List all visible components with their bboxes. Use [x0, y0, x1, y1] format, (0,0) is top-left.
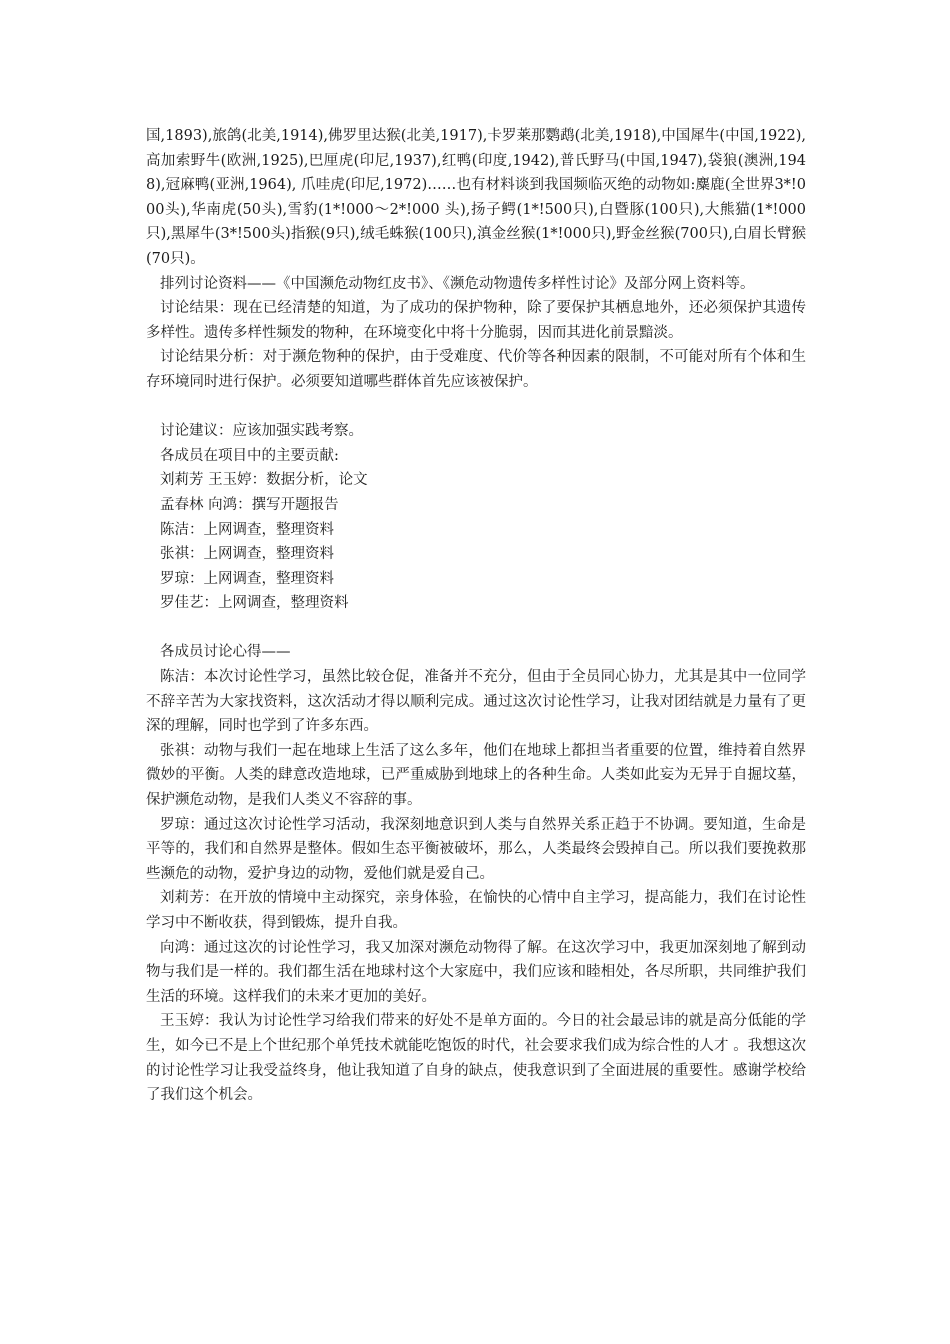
reflection-paragraph: 向鸿：通过这次的讨论性学习，我又加深对濒危动物得了解。在这次学习中，我更加深刻地了解到动物与我们是一样的。我们都生活在地球村这个大家庭中，我们应该和睦相处，各尽所职，共同维护我们生活的环境。这样我们的未来才更加的美好。: [146, 939, 806, 1005]
contribution-item: 孟春林 向鸿：撰写开题报告: [160, 496, 339, 513]
sources-paragraph: 排列讨论资料——《中国濒危动物红皮书》、《濒危动物遗传多样性讨论》及部分网上资料等。: [160, 275, 755, 292]
reflection-paragraph: 罗琼：通过这次讨论性学习活动，我深刻地意识到人类与自然界关系正趋于不协调。要知道，生命是平等的，我们和自然界是整体。假如生态平衡被破坏，那么，人类最终会毁掉自己。所以我们要挽救那些濒危的动物，爱护身边的动物，爱他们就是爱自己。: [146, 816, 806, 882]
contribution-item: 刘莉芳 王玉婷：数据分析，论文: [160, 472, 368, 489]
reflection-paragraph: 刘莉芳：在开放的情境中主动探究，亲身体验，在愉快的心情中自主学习，提高能力，我们在讨论性学习中不断收获，得到锻炼，提升自我。: [146, 890, 806, 931]
contribution-item: 陈洁：上网调查，整理资料: [160, 521, 334, 538]
contribution-item: 罗琼：上网调查，整理资料: [160, 570, 334, 587]
reflection-paragraph: 张祺：动物与我们一起在地球上生活了这么多年，他们在地球上都担当者重要的位置，维持着自然界微妙的平衡。人类的肆意改造地球，已严重威胁到地球上的各种生命。人类如此妄为无异于自掘坟墓，保护濒危动物，是我们人类义不容辞的事。: [146, 742, 806, 809]
extinct-species-paragraph: 国,1893),旅鸽(北美,1914),佛罗里达猴(北美,1917),卡罗莱那鹦鹉(北美,1918),中国犀牛(中国,1922),高加索野牛(欧洲,1925),巴厘虎(印尼,1937),红鸭(印度,1942),普氏野马(中国,1947),袋狼(澳洲,1948),冠麻鸭(亚洲,1964), 爪哇虎(印尼,1972)……也有材料谈到我国频临灭绝的动物如:麋鹿(全世界3*!000头),华南虎(50头),雪豹(1*!000～2*!000 头),扬子鳄(1*!500只),白暨豚(100只),大熊猫(1*!000只),黑犀牛(3*!500头)指猴(9只),绒毛蛛猴(100只),滇金丝猴(1*!000只),野金丝猴(700只),白眉长臂猴(70只)。: [146, 128, 806, 267]
contribution-item: 张祺：上网调查，整理资料: [160, 546, 334, 563]
reflection-paragraph: 陈洁：本次讨论性学习，虽然比较仓促，准备并不充分，但由于全员同心协力，尤其是其中一位同学不辞辛苦为大家找资料，这次活动才得以顺利完成。通过这次讨论性学习，让我对团结就是力量有了更深的理解，同时也学到了许多东西。: [146, 669, 806, 735]
document-page: [146, 124, 806, 1108]
contributions-heading: 各成员在项目中的主要贡献:: [160, 447, 339, 464]
suggestion-paragraph: 讨论建议：应该加强实践考察。: [160, 423, 363, 440]
spacer: [146, 616, 806, 641]
reflection-paragraph: 王玉婷：我认为讨论性学习给我们带来的好处不是单方面的。今日的社会最忌讳的就是高分低能的学生，如今已不是上个世纪那个单凭技术就能吃饱饭的时代，社会要求我们成为综合性的人才 。我想这次的讨论性学习让我受益终身，他让我知道了自身的缺点，使我意识到了全面进展的重要性。感谢学校给了我们这个机会。: [146, 1013, 806, 1104]
result-paragraph: 讨论结果：现在已经清楚的知道，为了成功的保护物种，除了要保护其栖息地外，还必须保护其遗传多样性。遗传多样性频发的物种，在环境变化中将十分脆弱，因而其进化前景黯淡。: [146, 300, 806, 341]
contribution-item: 罗佳艺：上网调查，整理资料: [160, 595, 349, 612]
analysis-paragraph: 讨论结果分析：对于濒危物种的保护，由于受难度、代价等各种因素的限制，不可能对所有个体和生存环境同时进行保护。必须要知道哪些群体首先应该被保护。: [146, 349, 806, 390]
spacer: [146, 395, 806, 420]
reflections-heading: 各成员讨论心得——: [160, 644, 291, 661]
